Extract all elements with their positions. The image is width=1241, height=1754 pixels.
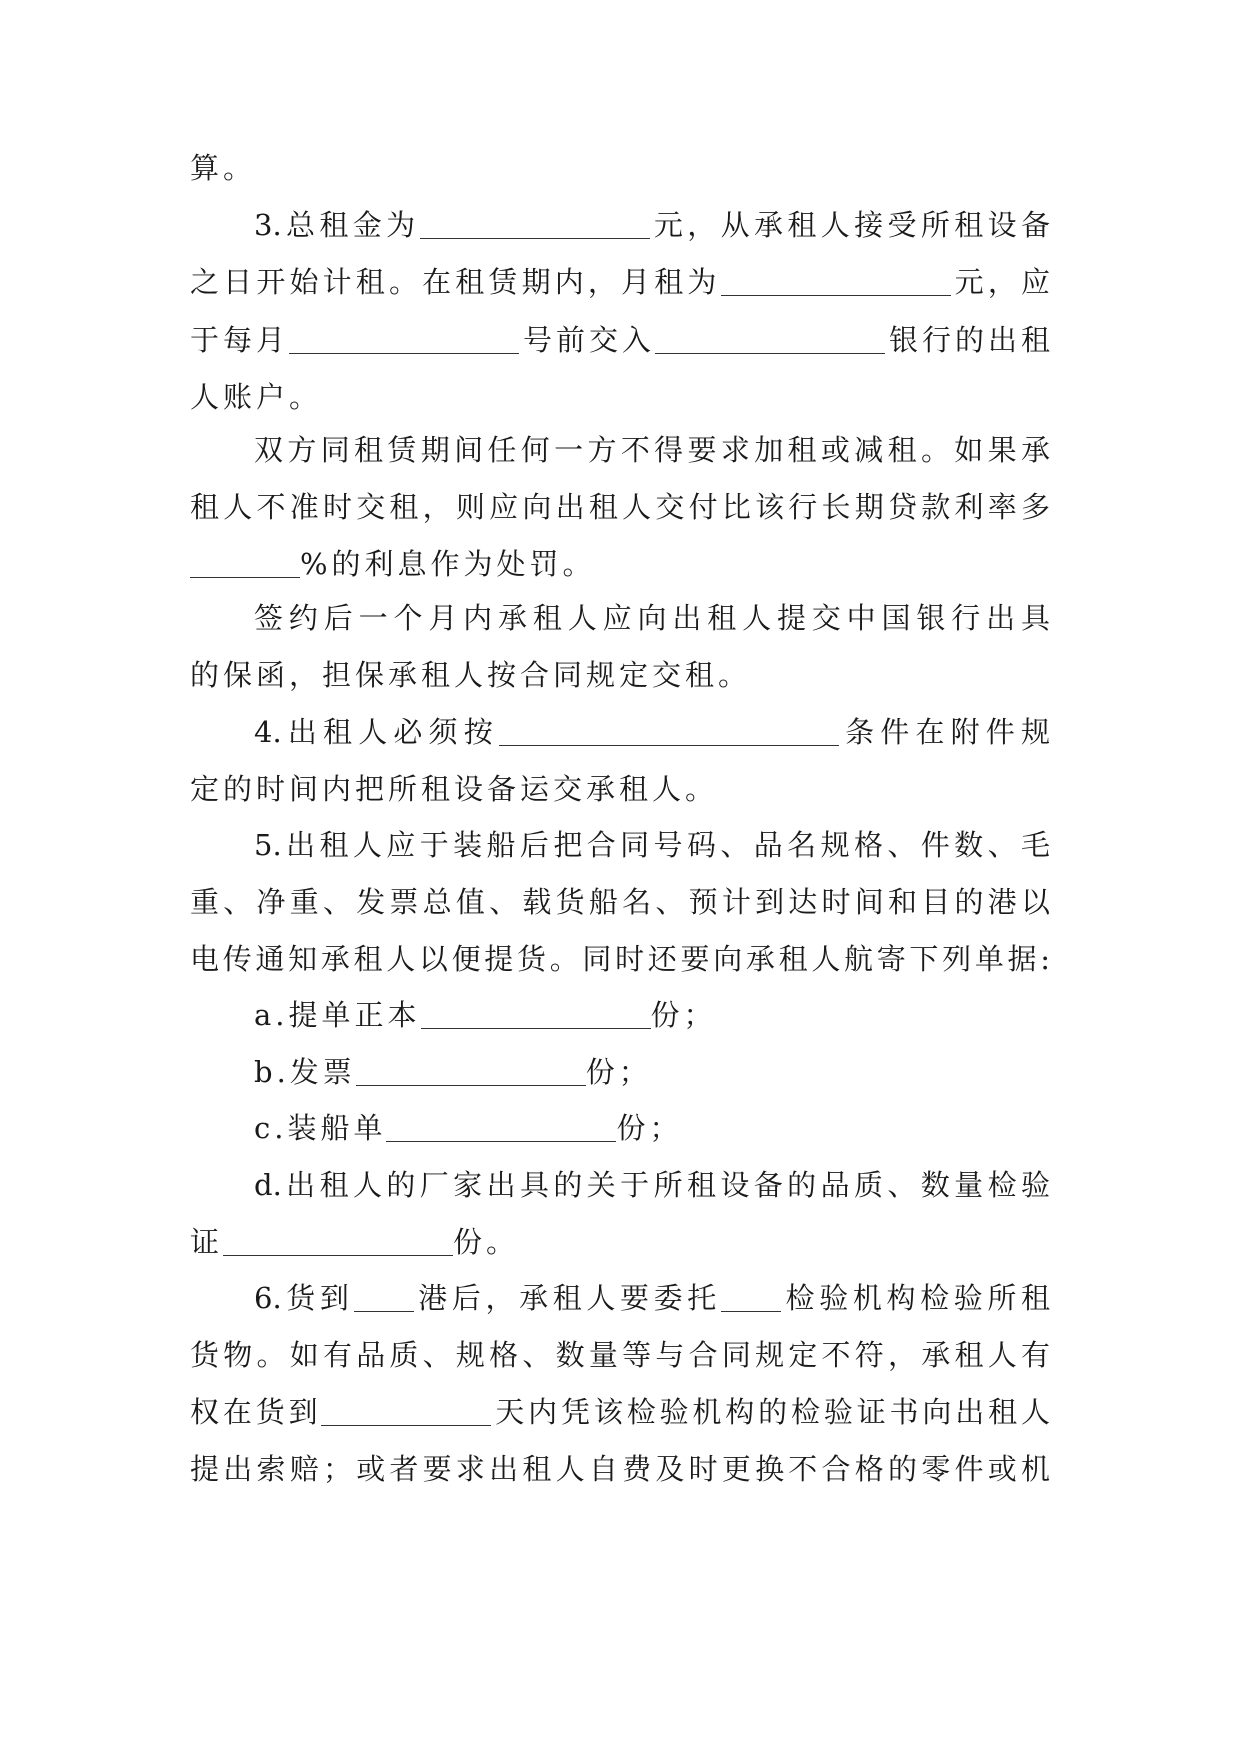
line-text: 份； [616,1111,683,1145]
fill-in-blank[interactable] [499,715,839,746]
fill-in-blank[interactable] [386,1111,616,1142]
text-line [190,882,1050,922]
line-text: 人账户。 [190,380,323,414]
line-text: 重、净重、发票总值、载货船名、预计到达时间和目的港以 [190,885,1050,919]
line-text: 签约后一个月内承租人应向出租人提交中国银行出具 [254,601,1050,635]
line-text: 号前交入 [519,323,655,357]
line-text: 货物。如有品质、规格、数量等与合同规定不符，承租人有 [190,1338,1050,1372]
fill-in-blank[interactable] [721,265,951,296]
line-text: %的利息作为处罚。 [300,547,596,581]
line-text: 5.出租人应于装船后把合同号码、品名规格、件数、毛 [254,828,1050,862]
line-text: 算。 [190,151,257,185]
text-line [190,655,1050,695]
line-text: 电传通知承租人以便提货。同时还要向承租人航寄下列单据: [190,942,1050,976]
line-text: 元，从承租人接受所租设备 [649,208,1050,242]
line-text: b.发票 [254,1055,356,1089]
fill-in-blank[interactable] [354,1281,414,1312]
line-text: 租人不准时交租，则应向出租人交付比该行长期贷款利率多 [190,490,1050,524]
fill-in-blank[interactable] [356,1055,586,1086]
line-text: 份； [585,1055,652,1089]
line-text: 4.出租人必须按 [254,715,499,749]
text-line [254,1108,1050,1148]
line-text: 检验机构检验所租 [780,1281,1050,1315]
text-line [190,769,1050,809]
line-text: d.出租人的厂家出具的关于所租设备的品质、数量检验 [254,1168,1050,1202]
text-line [254,1278,1050,1318]
text-line [190,148,1050,188]
text-line [254,205,1050,245]
fill-in-blank[interactable] [420,208,650,239]
line-text: 条件在附件规 [838,715,1050,749]
text-line [254,995,1050,1035]
text-line [190,1335,1050,1375]
text-line [254,712,1050,752]
line-text: c.装船单 [254,1111,387,1145]
line-text: 天内凭该检验机构的检验证书向出租人 [491,1395,1050,1429]
line-text: 份。 [453,1225,520,1259]
text-line [190,1449,1050,1489]
text-line [254,1165,1050,1205]
text-line [190,939,1050,979]
line-text: 定的时间内把所租设备运交承租人。 [190,772,719,806]
text-line [190,544,1050,584]
text-line [190,377,1050,417]
text-line [254,1052,1050,1092]
line-text: 港后，承租人要委托 [413,1281,721,1315]
line-text: 于每月 [190,323,289,357]
line-text: 权在货到 [190,1395,322,1429]
text-line [190,1392,1050,1432]
text-line [190,262,1050,302]
line-text: 6.货到 [254,1281,354,1315]
fill-in-blank[interactable] [289,323,519,354]
fill-in-blank[interactable] [721,1281,781,1312]
text-line [254,430,1050,470]
line-text: a.提单正本 [254,998,421,1032]
fill-in-blank[interactable] [190,547,300,578]
line-text: 份； [650,998,717,1032]
line-text: 提出索赔；或者要求出租人自费及时更换不合格的零件或机 [190,1452,1050,1486]
fill-in-blank[interactable] [223,1225,453,1256]
fill-in-blank[interactable] [421,998,651,1029]
line-text: 元，应 [950,265,1050,299]
line-text: 双方同租赁期间任何一方不得要求加租或减租。如果承 [254,433,1050,467]
text-line [190,1222,1050,1262]
line-text: 证 [190,1225,224,1259]
line-text: 的保函，担保承租人按合同规定交租。 [190,658,752,692]
text-line [254,825,1050,865]
line-text: 银行的出租 [884,323,1050,357]
text-line [254,598,1050,638]
line-text: 3.总租金为 [254,208,420,242]
line-text: 之日开始计租。在租赁期内，月租为 [190,265,721,299]
text-line [190,487,1050,527]
fill-in-blank[interactable] [321,1395,491,1426]
fill-in-blank[interactable] [655,323,885,354]
text-line [190,320,1050,360]
